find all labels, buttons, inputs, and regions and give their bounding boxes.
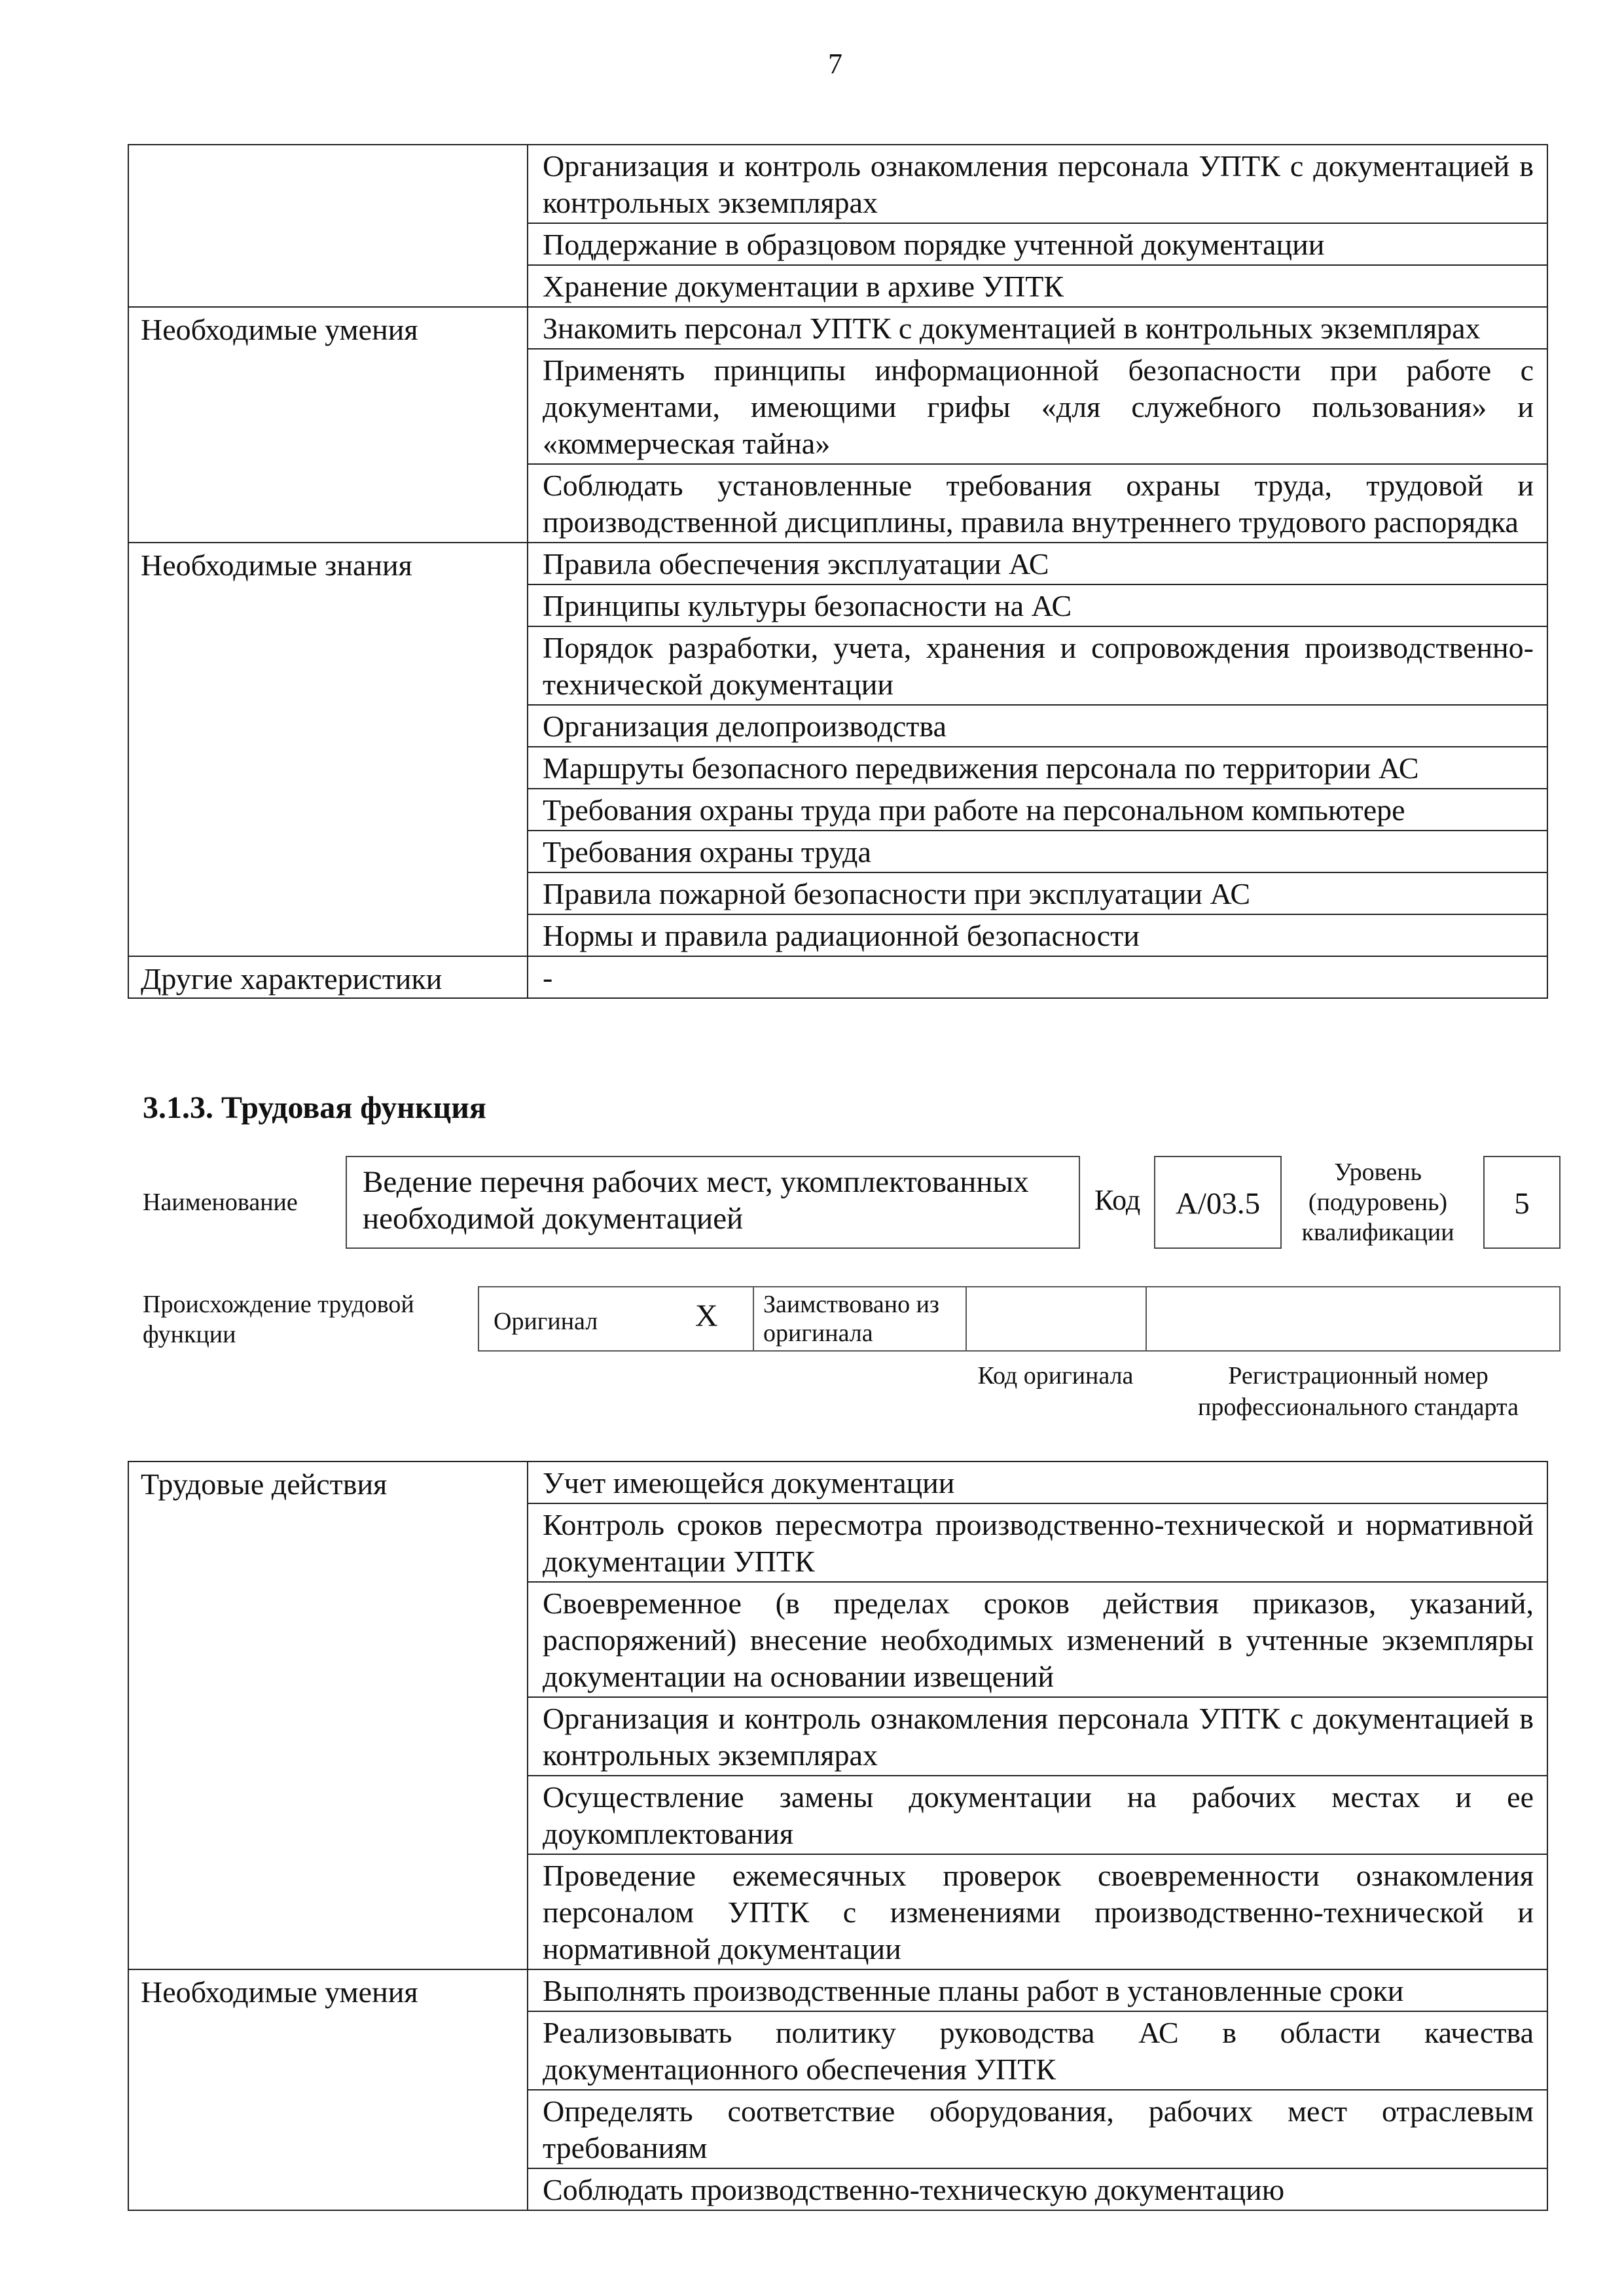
row-item-cell: Соблюдать производственно-техническую документацию [528,2168,1547,2210]
origin-mark: X [695,1299,718,1333]
origin-code-cell [967,1287,1147,1350]
row-item-cell: Выполнять производственные планы работ в установленные сроки [528,1969,1547,2011]
row-item-cell: Поддержание в образцовом порядке учтенной документации [528,223,1547,265]
page-number: 7 [828,48,842,80]
origin-reg-caption: Регистрационный номер профессионального стандарта [1198,1362,1519,1421]
row-item-cell: Организация делопроизводства [528,705,1547,747]
origin-original-cell [479,1287,754,1350]
row-item-cell: Правила обеспечения эксплуатации АС [528,543,1547,584]
origin-code-caption: Код оригинала [977,1362,1134,1390]
row-item-cell: Учет имеющейся документации [528,1462,1547,1503]
row-item-cell: Принципы культуры безопасности на АС [528,584,1547,626]
table-row [128,543,1547,584]
row-item-cell: Соблюдать установленные требования охраны труда, трудовой и производственной дисциплины, правила внутреннего трудового распорядка [528,464,1547,543]
function-name-box: Ведение перечня рабочих мест, укомплектованных необходимой документацией [346,1156,1080,1249]
row-item-cell: Нормы и правила радиационной безопасности [528,914,1547,956]
code-label: Код [1094,1184,1141,1216]
row-item-cell: - [528,956,1547,998]
section-title: 3.1.3. Трудовая функция [143,1090,486,1125]
level-value-box: 5 [1483,1156,1561,1249]
row-item-cell: Реализовывать политику руководства АС в области качества документационного обеспечения УПТК [528,2011,1547,2090]
origin-row [478,1286,1561,1352]
row-item-cell: Правила пожарной безопасности при эксплуатации АС [528,872,1547,914]
row-item-cell: Организация и контроль ознакомления персонала УПТК с документацией в контрольных экземплярах [528,1697,1547,1776]
row-item-cell: Знакомить персонал УПТК с документацией в контрольных экземплярах [528,307,1547,349]
table-row [128,1462,1547,1503]
row-item-cell: Порядок разработки, учета, хранения и сопровождения производственно-технической документации [528,626,1547,705]
row-label-cell [128,145,528,307]
row-item-cell: Применять принципы информационной безопасности при работе с документами, имеющими грифы «для служебного пользования» и «коммерческая тайна» [528,349,1547,464]
row-item-cell: Осуществление замены документации на рабочих местах и ее доукомплектования [528,1776,1547,1854]
origin-label: Происхождение трудовой функции [143,1291,414,1348]
origin-reg-cell [1147,1287,1559,1350]
code-value-box: А/03.5 [1154,1156,1282,1249]
row-label-cell: Другие характеристики [128,956,528,998]
row-label-cell: Трудовые действия [128,1462,528,1969]
row-item-cell: Организация и контроль ознакомления персонала УПТК с документацией в контрольных экземплярах [528,145,1547,223]
row-item-cell: Контроль сроков пересмотра производственно-технической и нормативной документации УПТК [528,1503,1547,1582]
origin-borrowed-cell: Заимствовано из оригинала [754,1287,967,1350]
row-item-cell: Своевременное (в пределах сроков действия приказов, указаний, распоряжений) внесение необходимых изменений в учтенные экземпляры документации на основании извещений [528,1582,1547,1697]
row-item-cell: Требования охраны труда [528,831,1547,872]
table-row [128,145,1547,223]
row-item-cell: Хранение документации в архиве УПТК [528,265,1547,307]
origin-original-label: Оригинал [494,1308,598,1335]
row-label-cell: Необходимые знания [128,543,528,956]
name-label: Наименование [143,1189,298,1216]
row-label-cell: Необходимые умения [128,307,528,543]
table-row [128,307,1547,349]
table-row [128,956,1547,998]
row-item-cell: Маршруты безопасного передвижения персонала по территории АС [528,747,1547,789]
bottom-actions-table [128,1461,1548,2211]
row-item-cell: Требования охраны труда при работе на персональном компьютере [528,789,1547,831]
row-label-cell: Необходимые умения [128,1969,528,2210]
table-row [128,1969,1547,2011]
level-label: Уровень (подуровень) квалификации [1301,1158,1454,1246]
row-item-cell: Определять соответствие оборудования, рабочих мест отраслевым требованиям [528,2090,1547,2168]
row-item-cell: Проведение ежемесячных проверок своевременности ознакомления персоналом УПТК с изменениями производственно-технической и нормативной документации [528,1854,1547,1969]
top-requirements-table [128,144,1548,999]
